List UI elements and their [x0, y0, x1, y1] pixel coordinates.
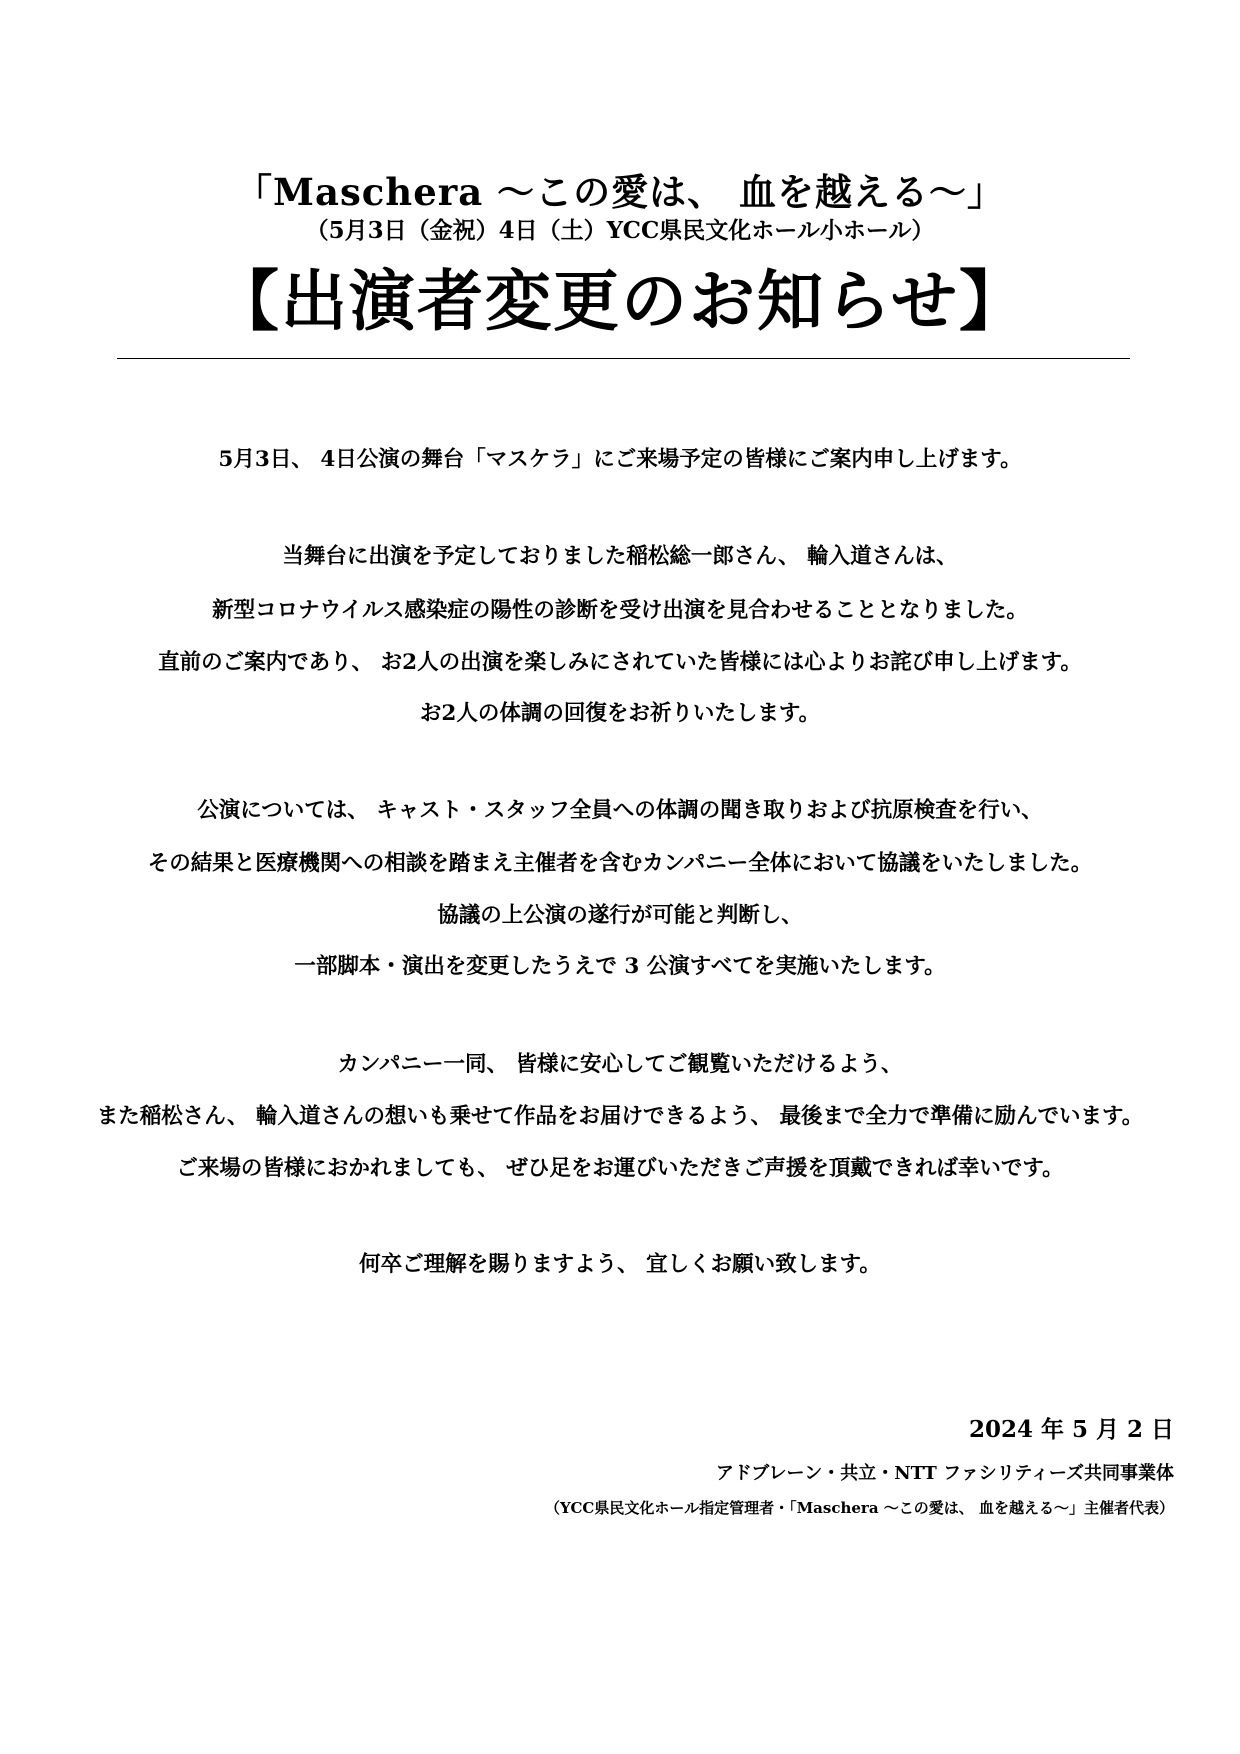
paragraph2-line: 一部脚本・演出を変更したうえで 3 公演すべてを実施いたします。 — [294, 954, 946, 979]
closing-line: 何卒ご理解を賜りますよう、 宜しくお願い致します。 — [359, 1252, 881, 1277]
event-title: 「Maschera 〜この愛は、 血を越える〜」 — [235, 170, 1005, 214]
paragraph2-line: その結果と医療機関への相談を踏まえ主催者を含むカンパニー全体において協議をいたしました。 — [147, 851, 1093, 876]
notice-heading: 【出演者変更のお知らせ】 — [212, 262, 1028, 340]
paragraph3-line: カンパニー一同、 皆様に安心してご観覧いただけるよう、 — [337, 1052, 903, 1077]
paragraph3-line: また稲松さん、 輪入道さんの想いも乗せて作品をお届けできるよう、 最後まで全力で準備に励んでいます。 — [96, 1104, 1144, 1129]
paragraph1-line: 直前のご案内であり、 お2人の出演を楽しみにされていた皆様には心よりお詫び申し上げます。 — [158, 650, 1082, 675]
paragraph2-line: 公演については、 キャスト・スタッフ全員への体調の聞き取りおよび抗原検査を行い、 — [197, 798, 1043, 823]
signature-organization: アドブレーン・共立・NTT ファシリティーズ共同事業体 — [715, 1463, 1174, 1484]
intro-line: 5月3日、 4日公演の舞台「マスケラ」にご来場予定の皆様にご案内申し上げます。 — [218, 447, 1022, 472]
event-dates-venue: （5月3日（金祝）4日（土）YCC県民文化ホール小ホール） — [305, 217, 935, 244]
signature-role: （YCC県民文化ホール指定管理者・「Maschera 〜この愛は、 血を越える〜」主催者代表） — [545, 1499, 1174, 1517]
paragraph1-line: 新型コロナウイルス感染症の陽性の診断を受け出演を見合わせることとなりました。 — [212, 598, 1028, 623]
paragraph2-line: 協議の上公演の遂行が可能と判断し、 — [437, 903, 803, 928]
heading-divider — [117, 358, 1130, 359]
paragraph1-line: お2人の体調の回復をお祈りいたします。 — [419, 701, 821, 726]
paragraph3-line: ご来場の皆様におかれましても、 ぜひ足をお運びいただきご声援を頂戴できれば幸いです。 — [176, 1156, 1064, 1181]
signature-date: 2024 年 5 月 2 日 — [968, 1416, 1174, 1443]
paragraph1-line: 当舞台に出演を予定しておりました稲松総一郎さん、 輪入道さんは、 — [282, 544, 958, 569]
